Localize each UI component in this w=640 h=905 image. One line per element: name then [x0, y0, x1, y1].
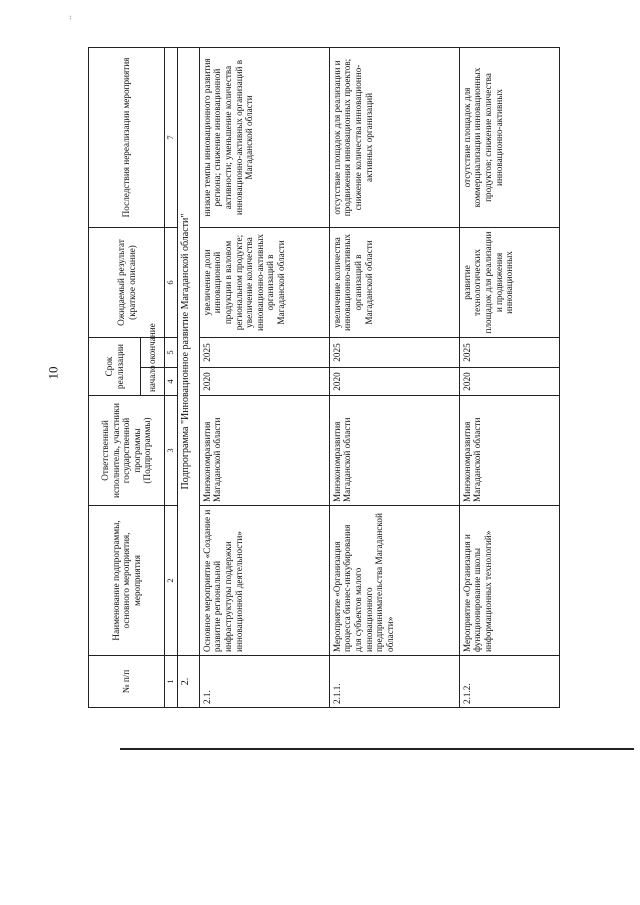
horizontal-rule — [120, 748, 634, 750]
program-table — [88, 47, 560, 708]
row-result: развитие технологических площадок для реализации и продвижения инновационных — [459, 227, 559, 337]
table-container — [88, 48, 640, 708]
page-number: 10 — [45, 366, 61, 380]
row-consequences: отсутствие площадок для коммерциализации инновационных продуктов; снижение количества инновационно-активных — [459, 47, 559, 227]
column-numbers-row — [165, 47, 178, 707]
row-end: 2025 — [199, 337, 329, 367]
row-end: 2025 — [459, 337, 559, 367]
header-no: № п/п — [89, 656, 165, 708]
table-row — [199, 47, 329, 707]
table-row — [329, 47, 459, 707]
row-executor: Минэкономразвития Магаданской области — [199, 396, 329, 506]
row-consequences: низкие темпы инновационного развития региона; снижение инновационной активности; уменьшение количества инновационно-активных организаций в Магаданской области — [199, 47, 329, 227]
col-number: 7 — [165, 47, 178, 227]
col-number: 1 — [165, 656, 178, 708]
row-name: Мероприятие «Организация и функционирование школы информационных технологий» — [459, 506, 559, 656]
header-end: окончание — [141, 337, 165, 367]
header-consequences: Последствия нереализации мероприятия — [89, 47, 165, 227]
row-name: Основное мероприятие «Создание и развитие региональной инфраструктуры поддержки инновационной деятельности» — [199, 506, 329, 656]
row-start: 2020 — [459, 368, 559, 396]
header-start: начало — [141, 368, 165, 396]
header-name: Наименование подпрограммы, основного мероприятия, мероприятия — [89, 506, 165, 656]
col-number: 4 — [165, 368, 178, 396]
row-start: 2020 — [199, 368, 329, 396]
row-consequences: отсутствие площадок для реализации и продвижения инновационных проектов; снижение количества инновационно-активных организаций — [329, 47, 459, 227]
header-term: Срок реализации — [89, 337, 141, 395]
subprogram-title: Подпрограмма "Инновационное развитие Магаданской области" — [177, 47, 199, 655]
row-name: Мероприятие «Организация процесса бизнес-инкубирования для субъектов малого инновационного предпринимательства Магаданской области» — [329, 506, 459, 656]
header-result: Ожидаемый результат (краткое описание) — [89, 227, 165, 337]
row-start: 2020 — [329, 368, 459, 396]
row-executor: Минэкономразвития Магаданской области — [329, 396, 459, 506]
row-no: 2.1. — [199, 656, 329, 708]
rotated-table — [88, 48, 574, 708]
stray-mark: .. — [63, 15, 74, 20]
table-row — [459, 47, 559, 707]
col-number: 2 — [165, 506, 178, 656]
col-number: 3 — [165, 396, 178, 506]
row-end: 2025 — [329, 337, 459, 367]
row-result: увеличение доли инновационной продукции в валовом региональном продукте; увеличение количества инновационно-активных организаций в Магаданской области — [199, 227, 329, 337]
subprogram-no: 2. — [177, 656, 199, 708]
row-no: 2.1.1. — [329, 656, 459, 708]
row-no: 2.1.2. — [459, 656, 559, 708]
col-number: 5 — [165, 337, 178, 367]
subprogram-row — [177, 47, 199, 707]
header-executor: Ответственный исполнитель, участники государственной программы (Подпрограммы) — [89, 396, 165, 506]
col-number: 6 — [165, 227, 178, 337]
row-executor: Минэкономразвития Магаданской области — [459, 396, 559, 506]
row-result: увеличение количества инновационно-активных организаций в Магаданской области — [329, 227, 459, 337]
